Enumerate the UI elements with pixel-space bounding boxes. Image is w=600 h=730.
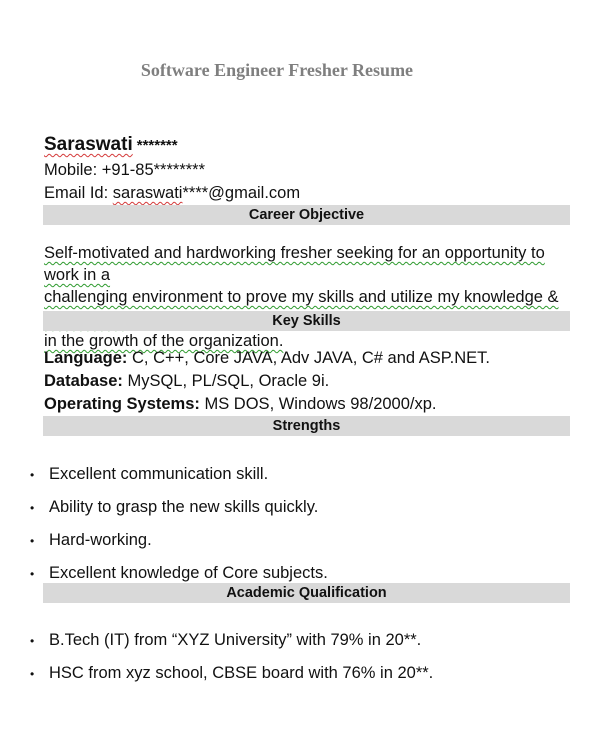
section-strengths: Strengths: [43, 416, 570, 436]
name-mask: *******: [136, 137, 178, 154]
bullet-icon: •: [30, 567, 35, 581]
section-academic: Academic Qualification: [43, 583, 570, 603]
objective-paragraph: [44, 242, 570, 352]
strength-text: Excellent communication skill.: [49, 465, 269, 483]
email-user: saraswati: [112, 184, 183, 202]
skill-language-label: Language:: [44, 349, 128, 367]
name-text: Saraswati: [44, 134, 133, 155]
mobile-line: [44, 161, 205, 180]
section-career-objective: Career Objective: [43, 205, 570, 225]
bullet-icon: •: [30, 468, 35, 482]
academic-text: B.Tech (IT) from “XYZ University” with 79% in 20**.: [49, 631, 422, 649]
bullet-icon: •: [30, 501, 35, 515]
mobile-label: Mobile:: [44, 161, 98, 179]
skill-os: [44, 395, 437, 414]
objective-line-1: Self-motivated and hardworking fresher seeking for an opportunity to work in a: [44, 244, 545, 284]
skill-language: [44, 349, 490, 368]
section-key-skills: Key Skills: [43, 311, 570, 331]
candidate-name: [44, 134, 178, 156]
skill-language-value: C, C++, Core JAVA, Adv JAVA, C# and ASP.NET.: [127, 349, 490, 367]
bullet-icon: •: [30, 634, 35, 648]
skill-database-value: MySQL, PL/SQL, Oracle 9i.: [122, 372, 330, 390]
email-label: Email Id:: [44, 184, 109, 202]
bullet-icon: •: [30, 667, 35, 681]
strength-text: Ability to grasp the new skills quickly.: [49, 498, 319, 516]
skill-database: [44, 372, 329, 391]
objective-line-3: in the growth of the organization.: [44, 332, 284, 350]
skill-database-label: Database:: [44, 372, 123, 390]
page-title: Software Engineer Fresher Resume: [140, 60, 414, 80]
skill-os-value: MS DOS, Windows 98/2000/xp.: [199, 395, 437, 413]
mobile-value: +91-85********: [101, 161, 206, 179]
skill-os-label: Operating Systems:: [44, 395, 200, 413]
strength-text: Hard-working.: [49, 531, 152, 549]
strength-text: Excellent knowledge of Core subjects.: [49, 564, 328, 582]
objective-line-2: challenging environment to prove my skills and utilize my knowledge &: [44, 288, 559, 306]
email-rest: ****@gmail.com: [182, 184, 301, 202]
bullet-icon: •: [30, 534, 35, 548]
email-line: [44, 184, 300, 203]
academic-text: HSC from xyz school, CBSE board with 76% in 20**.: [49, 664, 434, 682]
